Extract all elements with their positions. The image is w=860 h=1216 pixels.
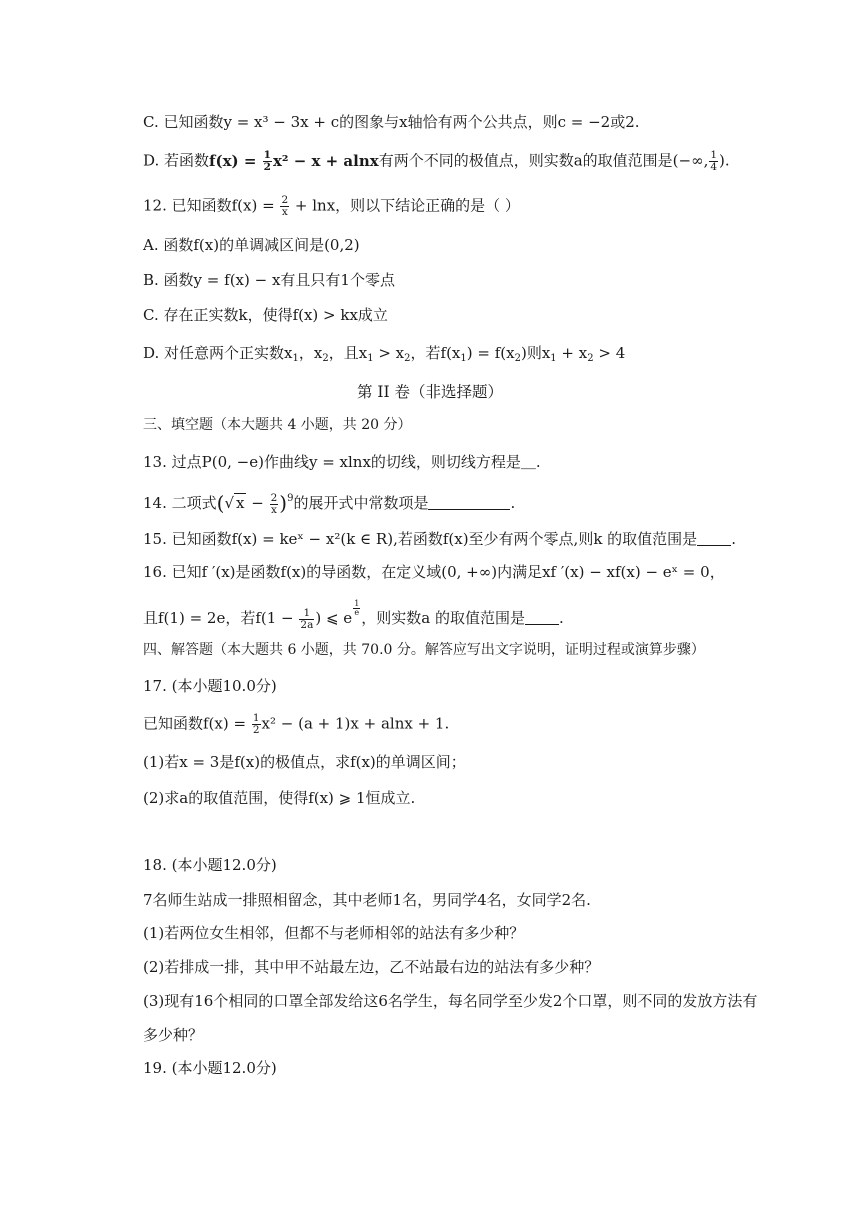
question-16 bbox=[143, 562, 725, 582]
option-12d-part: )则x bbox=[520, 344, 551, 362]
question-18-stem bbox=[143, 890, 591, 910]
subscript: 2 bbox=[587, 353, 594, 364]
option-12d-part: + x bbox=[556, 344, 588, 362]
question-14-prefix: 14. 二项式 bbox=[143, 494, 217, 512]
question-17 bbox=[143, 676, 277, 696]
denominator: e bbox=[354, 608, 360, 617]
question-17-part2-text: (2)求a的取值范围，使得f(x) ⩾ 1恒成立. bbox=[143, 789, 416, 807]
question-18-stem-text: 7名师生站成一排照相留念，其中老师1名，男同学4名，女同学2名. bbox=[143, 891, 591, 909]
question-13 bbox=[143, 452, 541, 472]
option-12b-text: B. 函数y = f(x) − x有且只有1个零点 bbox=[143, 271, 395, 289]
numerator: 1 bbox=[710, 149, 718, 161]
section-4-heading bbox=[143, 640, 705, 660]
exponent: 9 bbox=[287, 493, 294, 504]
question-17-stem-prefix: 已知函数f(x) = bbox=[143, 714, 251, 733]
part-2-heading-text: 第 II 卷（非选择题） bbox=[356, 383, 504, 401]
question-15 bbox=[143, 529, 736, 549]
subscript: 2 bbox=[404, 353, 411, 364]
paren-close: ) bbox=[279, 491, 288, 515]
part-2-heading bbox=[0, 382, 860, 402]
question-18-part1 bbox=[143, 923, 524, 943]
question-18-part1-text: (1)若两位女生相邻，但都不与老师相邻的站法有多少种？ bbox=[143, 924, 525, 942]
paren-open: ( bbox=[216, 491, 225, 515]
question-17-part1 bbox=[143, 752, 466, 772]
denominator: x bbox=[270, 503, 277, 516]
option-12a-text: A. 函数f(x)的单调减区间是(0,2) bbox=[143, 236, 360, 254]
fraction-1-over-2a bbox=[299, 608, 314, 631]
question-14-suffix: 的展开式中常数项是 bbox=[293, 494, 429, 512]
subscript: 1 bbox=[367, 353, 374, 364]
fraction-half bbox=[252, 713, 261, 736]
question-18-text: 18. (本小题12.0分) bbox=[143, 856, 277, 874]
answer-blank[interactable] bbox=[697, 531, 731, 546]
range-start: (−∞, bbox=[672, 151, 709, 170]
period: . bbox=[731, 530, 736, 548]
option-11d-suffix: 有两个不同的极值点，则实数a的取值范围是 bbox=[378, 151, 673, 170]
question-17-part2 bbox=[143, 788, 415, 808]
option-11c-text: C. 已知函数y = x³ − 3x + c的图象与x轴恰有两个公共点，则c = −2或2. bbox=[143, 113, 640, 131]
question-19 bbox=[143, 1058, 277, 1078]
option-12b bbox=[143, 270, 395, 290]
question-12-prefix: 12. 已知函数f(x) = bbox=[143, 196, 280, 215]
question-16-cont bbox=[143, 600, 564, 631]
option-12c bbox=[143, 305, 388, 325]
answer-blank[interactable] bbox=[428, 495, 510, 510]
option-12d-part: ，若f(x bbox=[410, 344, 461, 362]
formula-rest: x² − x + alnx bbox=[272, 151, 379, 170]
answer-blank[interactable] bbox=[525, 610, 559, 625]
subscript: 1 bbox=[550, 353, 557, 364]
question-17-stem-suffix: x² − (a + 1)x + alnx + 1. bbox=[261, 714, 450, 733]
option-12d-part: D. 对任意两个正实数x bbox=[143, 344, 293, 362]
question-18-part3 bbox=[143, 991, 757, 1011]
question-17-text: 17. (本小题10.0分) bbox=[143, 677, 277, 695]
option-12a bbox=[143, 235, 360, 255]
question-13-text: 13. 过点P(0, −e)作曲线y = xlnx的切线，则切线方程是＿. bbox=[143, 453, 541, 471]
inequality: ) ⩽ e bbox=[315, 609, 353, 627]
question-16-text: 16. 已知f ′(x)是函数f(x)的导函数，在定义域(0, +∞)内满足xf ′(x) − xf(x) − eˣ = 0， bbox=[143, 563, 725, 581]
question-18-part3-text: (3)现有16个相同的口罩全部发给这6名学生，每名同学至少发2个口罩，则不同的发放方法有 bbox=[143, 992, 758, 1010]
period: . bbox=[510, 494, 516, 512]
option-11d bbox=[143, 150, 730, 173]
option-12d-part: > x bbox=[373, 344, 405, 362]
option-11c bbox=[143, 112, 640, 132]
question-14: 14. 二项式(√ x − $\frac{2}{x}$ )$^9$的展开式中常数项是 . bbox=[143, 491, 516, 516]
subscript: 1 bbox=[460, 353, 467, 364]
option-12d-part: ) = f(x bbox=[466, 344, 515, 362]
sqrt-x: x bbox=[236, 494, 245, 512]
option-12d-part: ，x bbox=[298, 344, 323, 362]
numerator: 2 bbox=[270, 491, 278, 504]
exponent-1-over-e bbox=[353, 600, 360, 617]
question-17-stem bbox=[143, 713, 449, 736]
question-15-text: 15. 已知函数f(x) = keˣ − x²(k ∈ R),若函数f(x)至少有两个零点,则k 的取值范围是 bbox=[143, 530, 698, 548]
question-19-text: 19. (本小题12.0分) bbox=[143, 1059, 277, 1077]
fraction-quarter bbox=[709, 150, 718, 173]
subscript: 1 bbox=[292, 353, 299, 364]
fraction-2-over-x bbox=[270, 493, 279, 516]
question-18-part2-text: (2)若排成一排，其中甲不站最左边，乙不站最右边的站法有多少种？ bbox=[143, 958, 600, 976]
section-4-heading-text: 四、解答题（本大题共 6 小题，共 70.0 分。解答应写出文字说明，证明过程或演算步骤） bbox=[143, 642, 705, 658]
numerator: 1 bbox=[354, 599, 360, 608]
period: . bbox=[559, 609, 564, 627]
section-3-heading bbox=[143, 415, 412, 435]
question-12 bbox=[143, 195, 520, 218]
denominator: x bbox=[281, 206, 288, 218]
denominator: 2 bbox=[263, 161, 271, 173]
minus-sign: − bbox=[246, 494, 269, 512]
option-12d bbox=[143, 343, 625, 369]
numerator: 1 bbox=[299, 608, 314, 620]
question-17-part1-text: (1)若x = 3是f(x)的极值点，求f(x)的单调区间； bbox=[143, 753, 466, 771]
option-12d-part: > 4 bbox=[593, 344, 626, 362]
numerator: 1 bbox=[252, 712, 260, 724]
numerator: 1 bbox=[263, 149, 271, 161]
subscript: 2 bbox=[322, 353, 329, 364]
question-18 bbox=[143, 855, 277, 875]
question-16-cont-suffix: ，则实数a 的取值范围是 bbox=[361, 609, 525, 627]
question-18-part3-cont-text: 多少种？ bbox=[143, 1026, 204, 1044]
numerator: 2 bbox=[281, 194, 289, 206]
option-12c-text: C. 存在正实数k，使得f(x) > kx成立 bbox=[143, 306, 388, 324]
question-16-cont-prefix: 且f(1) = 2e，若f(1 − bbox=[143, 609, 299, 627]
question-18-part3-cont bbox=[143, 1025, 203, 1045]
range-end: ). bbox=[719, 151, 730, 170]
section-3-heading-text: 三、填空题（本大题共 4 小题，共 20 分） bbox=[143, 417, 412, 433]
denominator: 4 bbox=[710, 161, 718, 173]
fraction-2-over-x bbox=[280, 195, 289, 218]
question-18-part2 bbox=[143, 957, 599, 977]
denominator: 2a bbox=[300, 618, 314, 631]
fraction-half bbox=[263, 150, 272, 173]
question-12-suffix: + lnx，则以下结论正确的是（ ） bbox=[290, 196, 520, 215]
formula-fx: f(x) = bbox=[209, 151, 262, 170]
denominator: 2 bbox=[252, 724, 260, 736]
option-11d-prefix: D. 若函数 bbox=[143, 151, 210, 170]
subscript: 2 bbox=[514, 353, 521, 364]
option-12d-part: ，且x bbox=[328, 344, 368, 362]
